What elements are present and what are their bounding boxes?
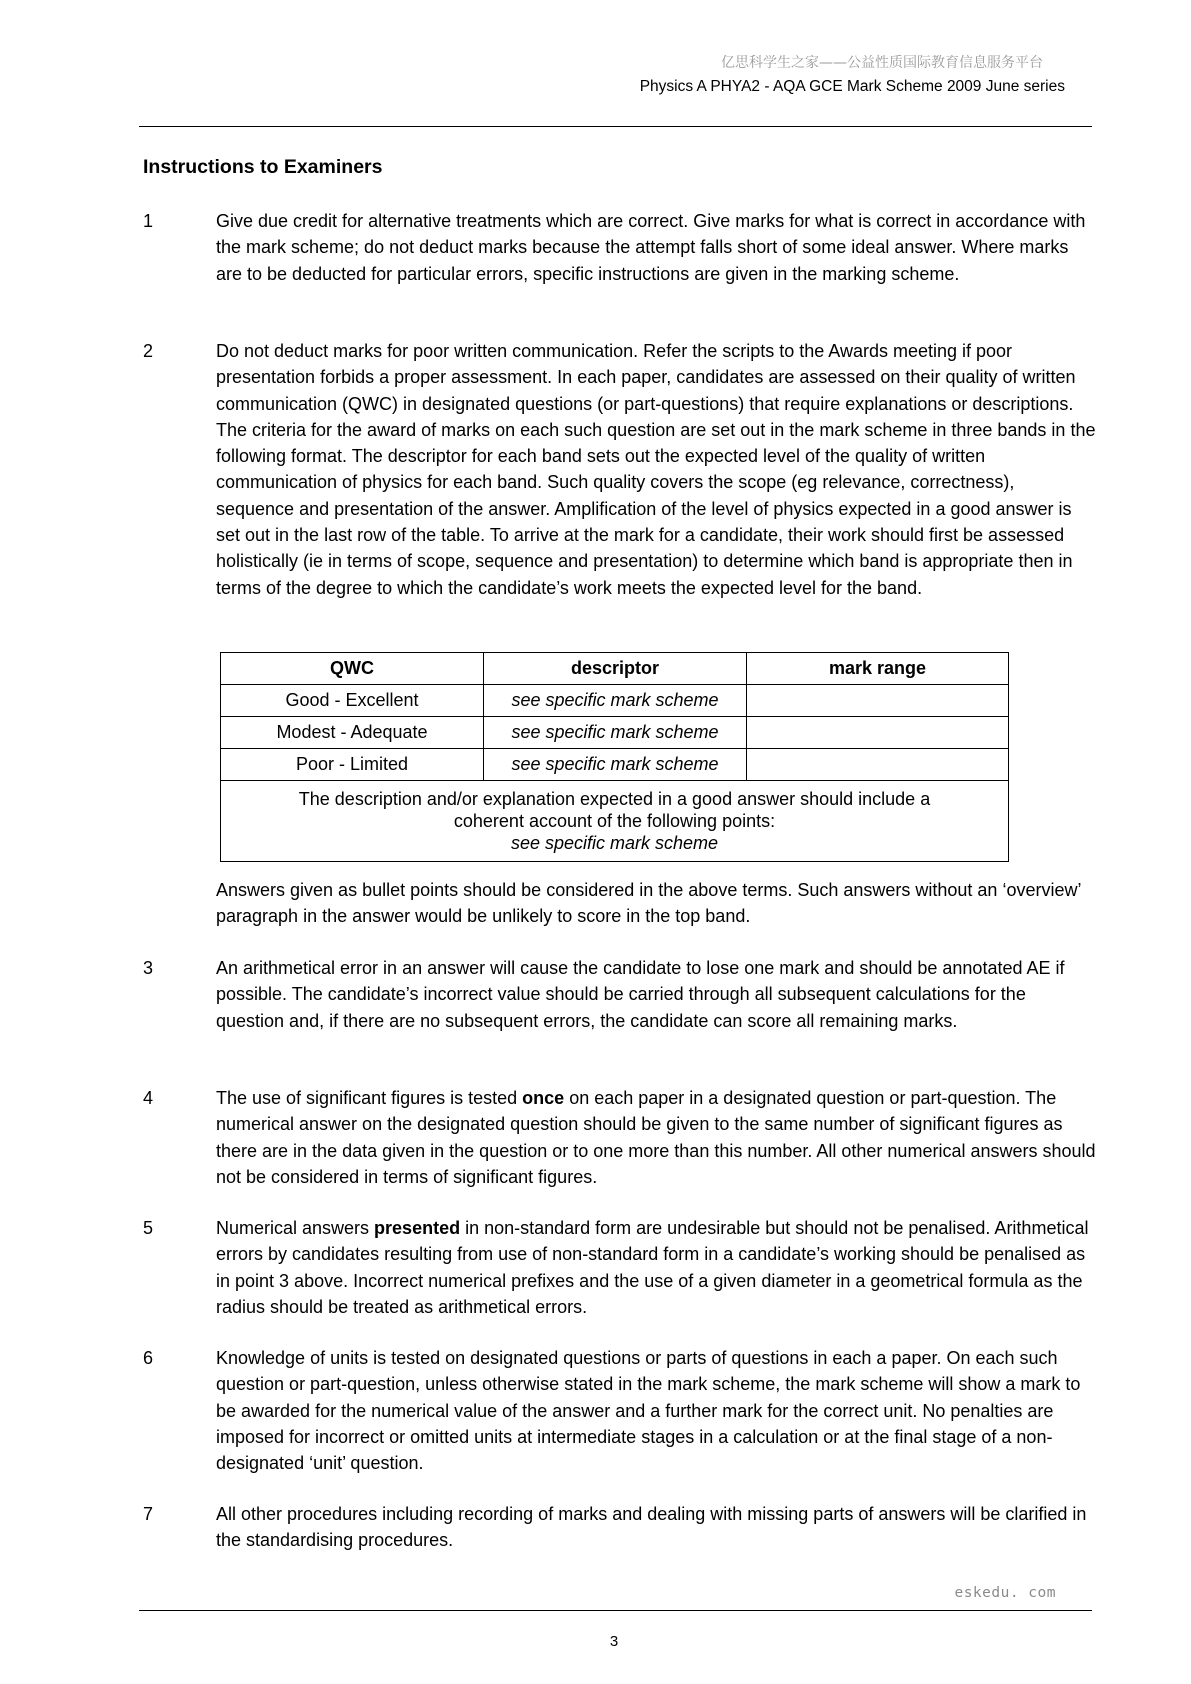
instruction-text: Do not deduct marks for poor written communication. Refer the scripts to the Awards meeting if poor presentation forbids a proper assessment. In each paper, candidates are assessed on their quality of written communication (QWC) in designated questions (or part-questions) that require explanations or descriptions. The criteria for the award of marks on each such question are set out in the mark scheme in three bands in the following format. The descriptor for each band sets out the expected level of the quality of written communication of physics for each band. Such quality covers the scope (eg relevance, correctness), sequence and presentation of the answer. Amplification of the level of physics expected in a good answer is set out in the last row of the table. To arrive at the mark for a candidate, their work should first be assessed holistically (ie in terms of scope, sequence and presentation) to determine which band is appropriate then in terms of the degree to which the candidate’s work meets the expected level for the band.: [216, 341, 1096, 598]
instruction-item-2: [143, 338, 1096, 601]
instruction-number: 1: [143, 211, 154, 231]
qwc-cell: Good - Excellent: [221, 685, 484, 717]
table-header-qwc: QWC: [221, 653, 484, 685]
footer-line: The description and/or explanation expected in a good answer should include a: [298, 789, 931, 809]
qwc-cell: Modest - Adequate: [221, 717, 484, 749]
table-footer-cell: [221, 781, 1009, 862]
text-segment: Numerical answers: [216, 1218, 375, 1238]
instruction-number: 5: [143, 1218, 154, 1238]
watermark: eskedu. com: [954, 1585, 1056, 1601]
instruction-item-6: [143, 1345, 1096, 1476]
table-header-descriptor: descriptor: [484, 653, 747, 685]
qwc-cell: Poor - Limited: [221, 749, 484, 781]
text-segment: in non-standard form are undesirable but should not be penalised. Arithmetical errors by candidates resulting from use of non-standard form in a candidate’s working should be penalised as in point 3 above. Incorrect numerical prefixes and the use of a given diameter in a geometrical formula as the radius should be treated as arithmetical errors.: [216, 1218, 1089, 1317]
table-row: [221, 717, 1009, 749]
mark-range-cell: [747, 749, 1009, 781]
header-site-name: 亿思科学生之家——公益性质国际教育信息服务平台: [721, 55, 1043, 71]
instruction-number: 4: [143, 1088, 154, 1108]
table-footer-row: [221, 781, 1009, 862]
mark-range-cell: [747, 685, 1009, 717]
instruction-text: [216, 1085, 1096, 1190]
qwc-table: [220, 652, 1009, 862]
bold-term-once: once: [522, 1088, 565, 1108]
instruction-item-4: [143, 1085, 1096, 1190]
instruction-number: 3: [143, 958, 154, 978]
instruction-number: 7: [143, 1504, 154, 1524]
footer-line-italic: see specific mark scheme: [510, 833, 719, 853]
table-header-mark-range: mark range: [747, 653, 1009, 685]
descriptor-cell: see specific mark scheme: [484, 749, 747, 781]
header-divider: [139, 126, 1092, 127]
instruction-item-7: [143, 1501, 1096, 1554]
instruction-item-3: [143, 955, 1096, 1034]
table-row: [221, 749, 1009, 781]
descriptor-cell: see specific mark scheme: [484, 717, 747, 749]
instruction-item-5: [143, 1215, 1096, 1320]
bold-term-presented: presented: [374, 1218, 461, 1238]
footer-divider: [139, 1610, 1092, 1611]
instruction-item-1: [143, 208, 1096, 287]
mark-range-cell: [747, 717, 1009, 749]
instruction-text: [216, 1215, 1096, 1320]
descriptor-cell: see specific mark scheme: [484, 685, 747, 717]
instruction-number: 6: [143, 1348, 154, 1368]
bullet-points-note: Answers given as bullet points should be considered in the above terms. Such answers without an ‘overview’ paragraph in the answer would be unlikely to score in the top band.: [216, 880, 1081, 927]
header-document-title: Physics A PHYA2 - AQA GCE Mark Scheme 2009 June series: [639, 78, 1065, 95]
table-header-row: [221, 653, 1009, 685]
instruction-text: All other procedures including recording of marks and dealing with missing parts of answers will be clarified in the standardising procedures.: [216, 1504, 1087, 1551]
instruction-text: An arithmetical error in an answer will cause the candidate to lose one mark and should be annotated AE if possible. The candidate’s incorrect value should be carried through all subsequent calculations for the question and, if there are no subsequent errors, the candidate can score all remaining marks.: [216, 958, 1065, 1031]
instruction-text: Give due credit for alternative treatments which are correct. Give marks for what is correct in accordance with the mark scheme; do not deduct marks because the attempt falls short of some ideal answer. Where marks are to be deducted for particular errors, specific instructions are given in the marking scheme.: [216, 211, 1086, 284]
text-segment: The use of significant figures is tested: [216, 1088, 523, 1108]
instruction-number: 2: [143, 341, 154, 361]
text-segment: on each paper in a designated question or part-question. The numerical answer on the designated question should be given to the same number of significant figures as there are in the data given in the question or to one more than this number. All other numerical answers should not be considered in terms of significant figures.: [216, 1088, 1096, 1187]
page-number: 3: [609, 1633, 619, 1650]
table-row: [221, 685, 1009, 717]
instruction-text: Knowledge of units is tested on designated questions or parts of questions in each a paper. On each such question or part-question, unless otherwise stated in the mark scheme, the mark scheme will show a mark to be awarded for the numerical value of the answer and a further mark for the correct unit. No penalties are imposed for incorrect or omitted units at intermediate stages in a calculation or at the final stage of a non-designated ‘unit’ question.: [216, 1348, 1081, 1474]
footer-line: coherent account of the following points:: [453, 811, 776, 831]
page-title: Instructions to Examiners: [143, 156, 383, 178]
